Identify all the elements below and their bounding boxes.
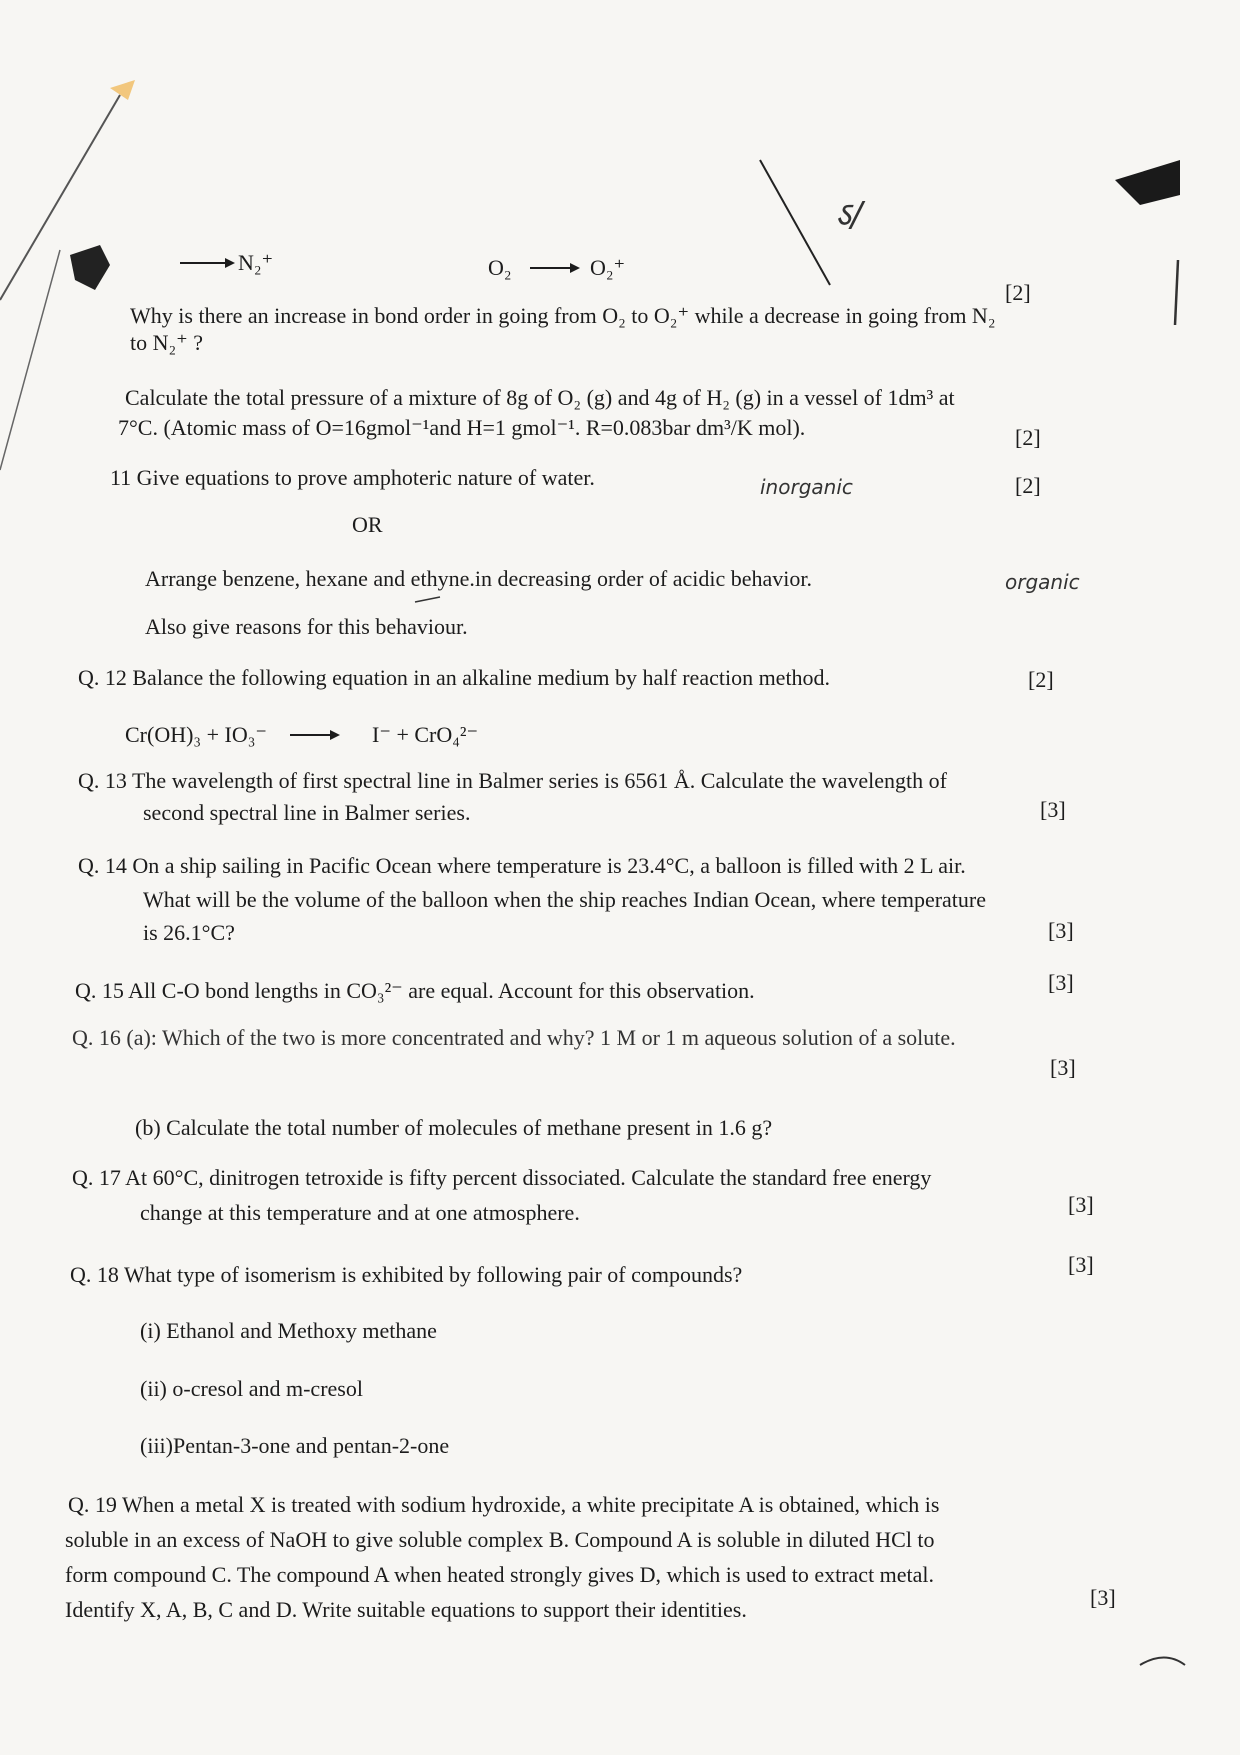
arrowhead-n2: [225, 258, 235, 268]
q19-line1: Q. 19 When a metal X is treated with sodium hydroxide, a white precipitate A is obtained, which is: [68, 1492, 940, 1517]
q11-alt-note: organic: [1005, 570, 1080, 594]
q13-line1: Q. 13 The wavelength of first spectral line in Balmer series is 6561 Å. Calculate the wavelength of: [78, 768, 947, 793]
arrowhead-o2: [570, 263, 580, 273]
q13-line2: second spectral line in Balmer series.: [143, 800, 471, 825]
q16-line1: Q. 16 (a): Which of the two is more concentrated and why? 1 M or 1 m aqueous solution of a solute.: [72, 1025, 956, 1050]
q-pressure-line2: 7°C. (Atomic mass of O=16gmol⁻¹and H=1 gmol⁻¹. R=0.083bar dm³/K mol).: [118, 415, 806, 440]
q14-marks: [3]: [1048, 918, 1074, 943]
q18-item-3: (iii)Pentan-3-one and pentan-2-one: [140, 1433, 450, 1458]
q18-item-2: (ii) o-cresol and m-cresol: [140, 1376, 363, 1401]
eq-o2-reactant: O₂: [488, 255, 512, 280]
q16-marks: [3]: [1050, 1055, 1076, 1080]
q12-text: Q. 12 Balance the following equation in an alkaline medium by half reaction method.: [78, 665, 831, 690]
q19-line4: Identify X, A, B, C and D. Write suitable equations to support their identities.: [65, 1597, 747, 1622]
q12-equation-right: I⁻ + CrO₄²⁻: [372, 722, 479, 747]
q11-or: OR: [352, 512, 383, 537]
q19-line2: soluble in an excess of NaOH to give soluble complex B. Compound A is soluble in diluted HCl to: [65, 1527, 935, 1552]
q15-text: Q. 15 All C-O bond lengths in CO₃²⁻ are equal. Account for this observation.: [75, 978, 755, 1003]
q18-item-1: (i) Ethanol and Methoxy methane: [140, 1318, 437, 1343]
eq-n2-product: N₂⁺: [238, 250, 274, 275]
q11-alt-line2: Also give reasons for this behaviour.: [145, 614, 468, 639]
q16-part-b: (b) Calculate the total number of molecules of methane present in 1.6 g?: [135, 1115, 773, 1140]
q11-text: 11 Give equations to prove amphoteric nature of water.: [110, 465, 595, 490]
q18-text: Q. 18 What type of isomerism is exhibited by following pair of compounds?: [70, 1262, 743, 1287]
q19-line3: form compound C. The compound A when heated strongly gives D, which is used to extract metal.: [65, 1562, 935, 1587]
q19-marks: [3]: [1090, 1585, 1116, 1610]
header-marks: [2]: [1005, 280, 1031, 305]
q11-note: inorganic: [760, 475, 853, 499]
q18-marks: [3]: [1068, 1252, 1094, 1277]
q-pressure-marks: [2]: [1015, 425, 1041, 450]
q13-marks: [3]: [1040, 797, 1066, 822]
q-bond-order-line2: to N₂⁺ ?: [130, 330, 204, 355]
q17-marks: [3]: [1068, 1192, 1094, 1217]
q14-line1: Q. 14 On a ship sailing in Pacific Ocean where temperature is 23.4°C, a balloon is filled with 2 L air.: [78, 853, 966, 878]
q17-line1: Q. 17 At 60°C, dinitrogen tetroxide is fifty percent dissociated. Calculate the standard free energy: [72, 1165, 932, 1190]
q11-alt-line1: Arrange benzene, hexane and ethyne.in decreasing order of acidic behavior.: [145, 566, 813, 591]
q17-line2: change at this temperature and at one atmosphere.: [140, 1200, 580, 1225]
q15-marks: [3]: [1048, 970, 1074, 995]
q12-equation-left: Cr(OH)₃ + IO₃⁻: [125, 722, 268, 747]
eq-o2-product: O₂⁺: [590, 255, 626, 280]
q11-marks: [2]: [1015, 473, 1041, 498]
q14-line3: is 26.1°C?: [143, 920, 235, 945]
handwritten-mark: ऽ/: [835, 195, 863, 235]
arrowhead-q12: [330, 730, 340, 740]
q14-line2: What will be the volume of the balloon when the ship reaches Indian Ocean, where temperature: [143, 887, 987, 912]
q-bond-order-line1: Why is there an increase in bond order in going from O₂ to O₂⁺ while a decrease in going from N₂: [130, 303, 996, 328]
q12-marks: [2]: [1028, 667, 1054, 692]
q-pressure-line1: Calculate the total pressure of a mixture of 8g of O₂ (g) and 4g of H₂ (g) in a vessel of 1dm³ at: [125, 385, 955, 410]
